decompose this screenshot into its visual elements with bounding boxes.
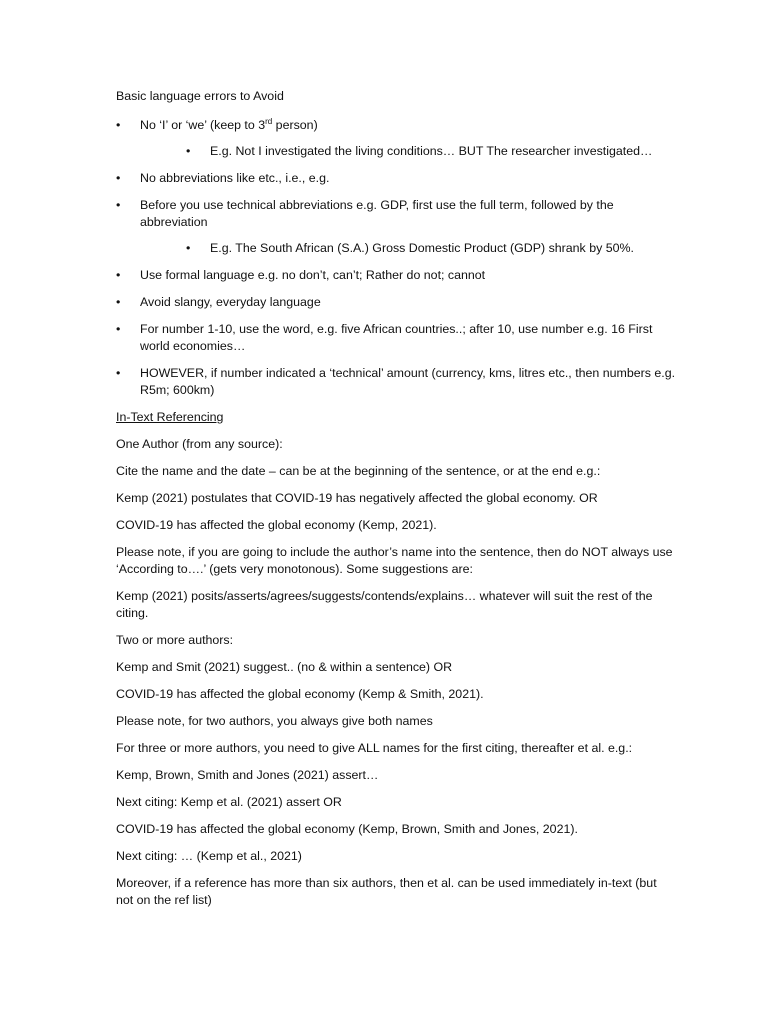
list-item: • For number 1-10, use the word, e.g. five African countries..; after 10, use number e.g. 16 First world economies…	[116, 321, 676, 355]
intext-referencing-heading: In-Text Referencing	[116, 410, 224, 424]
list-item: • HOWEVER, if number indicated a ‘technical’ amount (currency, kms, litres etc., then numbers e.g. R5m; 600km)	[116, 365, 676, 399]
bullet-text: person)	[272, 118, 318, 132]
sub-list-item: • E.g. Not I investigated the living conditions… BUT The researcher investigated…	[186, 143, 676, 160]
bullet-text: No ‘I’ or ‘we’ (keep to 3	[140, 118, 266, 132]
paragraph: Next citing: … (Kemp et al., 2021)	[116, 849, 302, 863]
paragraph: Kemp and Smit (2021) suggest.. (no & within a sentence) OR	[116, 660, 453, 674]
paragraph: Please note, if you are going to include the author’s name into the sentence, then do NOT always use ‘According to….’ (gets very monotonous). Some suggestions are:	[116, 545, 673, 576]
paragraph: Two or more authors:	[116, 633, 234, 647]
paragraph: Moreover, if a reference has more than six authors, then et al. can be used immediately in-text (but not on the ref list)	[116, 876, 657, 907]
paragraph: Please note, for two authors, you always give both names	[116, 714, 433, 728]
paragraph: Next citing: Kemp et al. (2021) assert OR	[116, 795, 342, 809]
paragraph: For three or more authors, you need to give ALL names for the first citing, thereafter et al. e.g.:	[116, 741, 633, 755]
bullet-text: Before you use technical abbreviations e.g. GDP, first use the full term, followed by the abbreviation	[140, 198, 614, 229]
paragraph: Kemp, Brown, Smith and Jones (2021) assert…	[116, 768, 379, 782]
paragraph: Cite the name and the date – can be at the beginning of the sentence, or at the end e.g.:	[116, 464, 601, 478]
document-body	[116, 88, 676, 919]
paragraph: COVID-19 has affected the global economy (Kemp, Brown, Smith and Jones, 2021).	[116, 822, 578, 836]
language-errors-list	[116, 117, 676, 399]
paragraph: One Author (from any source):	[116, 437, 283, 451]
superscript: rd	[265, 116, 273, 126]
paragraph: Kemp (2021) posits/asserts/agrees/suggests/contends/explains… whatever will suit the rest of the citing.	[116, 589, 653, 620]
list-item: • No abbreviations like etc., i.e., e.g.	[116, 170, 676, 187]
sub-list-item: • E.g. The South African (S.A.) Gross Domestic Product (GDP) shrank by 50%.	[186, 240, 676, 257]
list-item	[116, 197, 676, 257]
paragraph: Kemp (2021) postulates that COVID-19 has negatively affected the global economy. OR	[116, 491, 598, 505]
section-heading: Basic language errors to Avoid	[116, 89, 284, 103]
paragraph: COVID-19 has affected the global economy (Kemp, 2021).	[116, 518, 437, 532]
list-item: • Use formal language e.g. no don’t, can’t; Rather do not; cannot	[116, 267, 676, 284]
list-item	[116, 117, 676, 160]
list-item: • Avoid slangy, everyday language	[116, 294, 676, 311]
sub-list	[140, 240, 676, 257]
sub-list	[140, 143, 676, 160]
paragraph: COVID-19 has affected the global economy (Kemp & Smith, 2021).	[116, 687, 484, 701]
